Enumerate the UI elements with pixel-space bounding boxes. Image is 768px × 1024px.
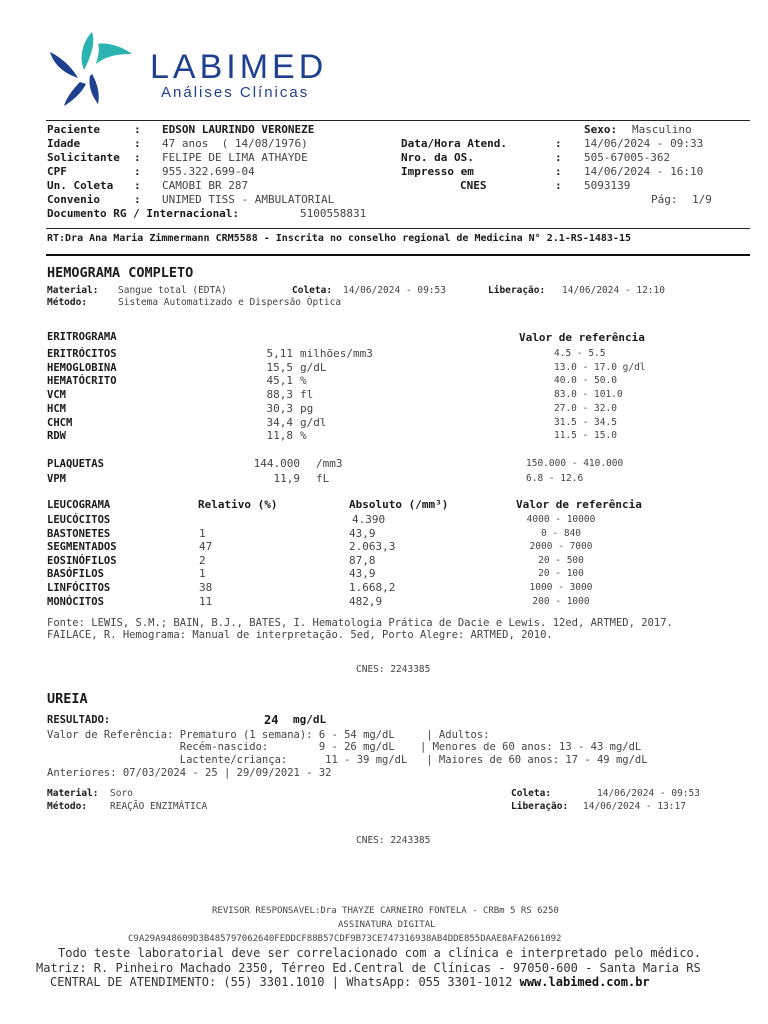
plaq-ref: 150.000 - 410.000 [526,458,624,469]
eritro-name: HCM [47,402,66,415]
eritro-value: 11,8 [266,429,293,443]
eritro-unit: g/dl [300,415,327,429]
leuco-name: BASTONETES [47,527,111,540]
colon: : [134,193,141,206]
leuco-relativo: 47 [199,540,213,554]
colon: : [555,179,562,192]
paciente-label: Paciente [47,123,100,136]
hemo-coleta-label: Coleta: [292,285,333,296]
matriz-line: Matriz: R. Pinheiro Machado 2350, Térreo Ed.Central de Clínicas - 97050-600 - Santa Maria RS [36,961,701,975]
sexo-label: Sexo: [584,123,618,136]
ureia-material-value: Soro [110,788,133,799]
plaq-value: 11,9 [273,471,300,485]
eritro-ref: 11.5 - 15.0 [554,430,617,442]
leuco-ref-header: Valor de referência [516,498,642,511]
ureia-coleta-label: Coleta: [511,788,552,799]
nro-os-value: 505-67005-362 [584,151,671,164]
eritro-unit: % [300,374,307,388]
colon: : [134,179,141,192]
ureia-resultado-value: 24 [264,713,279,727]
ureia-cnes: CNES: 2243385 [356,835,431,846]
hemograma-title: HEMOGRAMA COMPLETO [47,265,194,281]
eritro-value: 30,3 [266,401,293,415]
doc-label: Documento RG / Internacional: [47,207,240,220]
eritro-unit: milhões/mm3 [300,347,373,360]
eritro-value: 34,4 [266,415,293,429]
hemo-material-label: Material: [47,285,99,296]
eritro-value: 45,1 [266,374,293,388]
ureia-material-label: Material: [47,788,99,799]
leuco-ref: 0 - 840 [540,527,582,539]
leuco-name: LINFÓCITOS [47,582,111,594]
cnes-label: CNES [460,179,487,192]
leuco-absoluto: 1.668,2 [349,581,396,594]
leuco-name: SEGMENTADOS [47,541,117,554]
plaq-value: 144.000 [253,457,300,470]
data-hora-label: Data/Hora Atend. [401,137,507,150]
ureia-title: UREIA [47,691,88,707]
leuco-absoluto: 87,8 [349,553,376,567]
nro-os-label: Nro. da OS. [401,151,474,164]
colon: : [134,137,141,150]
leuco-ref: 20 - 100 [538,568,584,580]
colon: : [134,165,141,178]
solicitante-value: FELIPE DE LIMA ATHAYDE [162,151,308,164]
ureia-ref-line-3: Lactente/criança: 11 - 39 mg/dL | Maiores de 60 anos: 17 - 49 mg/dL [47,754,648,766]
header-divider-mid [46,228,750,229]
colon: : [555,151,562,164]
leuco-ref: 20 - 500 [538,554,584,566]
eritro-name: HEMATÓCRITO [47,375,117,388]
cpf-value: 955.322.699-04 [162,165,255,178]
colon: : [134,151,141,164]
leuco-relativo: 1 [199,567,206,581]
hemo-cnes: CNES: 2243385 [356,664,431,675]
brand-subtitle: Análises Clínicas [161,84,310,101]
eritro-value: 15,5 [266,360,293,374]
site-link[interactable]: www.labimed.com.br [519,975,650,989]
aviso-line: Todo teste laboratorial deve ser correlacionado com a clínica e interpretado pelo médico. [58,946,701,960]
leuco-ref: 2000 - 7000 [529,541,593,553]
fonte-line-1: Fonte: LEWIS, S.M.; BAIN, B.J., BATES, I. Hematologia Prática de Dacie e Lewis. 12ed, ARTMED, 2017. [47,617,673,629]
ureia-anteriores: Anteriores: 07/03/2024 - 25 | 29/09/2021 - 32 [47,767,332,779]
eritro-ref: 40.0 - 50.0 [554,375,617,387]
ureia-liberacao-value: 14/06/2024 - 13:17 [583,801,686,812]
eritro-unit: fl [300,388,314,402]
relativo-header: Relativo (%) [198,498,278,511]
ureia-metodo-value: REAÇÃO ENZIMÁTICA [110,801,208,812]
convenio-value: UNIMED TISS - AMBULATORIAL [162,193,335,206]
hemo-material-value: Sangue total (EDTA) [118,285,227,296]
leuco-name: LEUCÓCITOS [47,514,111,526]
colon: : [555,165,562,178]
impresso-value: 14/06/2024 - 16:10 [584,165,704,178]
leuco-name: MONÓCITOS [47,595,104,608]
central-line [50,975,650,989]
leuco-absoluto: 2.063,3 [349,540,396,554]
header-divider-bottom [46,254,750,256]
un-coleta-value: CAMOBI BR 287 [162,179,249,192]
plaq-ref: 6.8 - 12.6 [526,472,584,484]
data-hora-value: 14/06/2024 - 09:33 [584,137,704,150]
eritro-ref: 83.0 - 101.0 [554,389,623,401]
absoluto-header: Absoluto (/mm³) [349,498,449,511]
leuco-relativo: 2 [199,553,206,567]
leucograma-header: LEUCOGRAMA [47,499,111,511]
labimed-logo [44,26,344,106]
doc-value: 5100558831 [300,207,367,220]
plaq-unit: fL [316,471,330,485]
sexo-value: Masculino [632,123,692,136]
leuco-relativo: 1 [199,526,206,540]
leuco-absoluto: 482,9 [349,594,383,608]
idade-label: Idade [47,137,81,150]
hemo-liberacao-value: 14/06/2024 - 12:10 [562,285,665,296]
leuco-name: EOSINÓFILOS [47,554,117,567]
header-divider-top [46,120,750,121]
eritro-value: 88,3 [266,388,293,402]
page-label: Pág: [651,193,678,206]
eritro-name: RDW [47,430,66,443]
eritro-ref: 31.5 - 34.5 [554,416,617,428]
leuco-ref: 1000 - 3000 [529,582,593,593]
assinatura-line: ASSINATURA DIGITAL [338,920,436,930]
hemo-metodo-label: Método: [47,297,88,308]
plaq-name: VPM [47,472,66,485]
ureia-liberacao-label: Liberação: [511,801,569,812]
impresso-label: Impresso em [401,165,474,178]
revisor-line: REVISOR RESPONSAVEL:Dra THAYZE CARNEIRO FONTELA - CRBm 5 RS 6250 [212,906,559,916]
solicitante-label: Solicitante [47,151,120,164]
eritro-name: CHCM [47,416,73,429]
eritro-ref: 27.0 - 32.0 [554,402,617,414]
fonte-line-2: FAILACE, R. Hemograma: Manual de interpretação. 5ed, Porto Alegre: ARTMED, 2010. [47,629,553,641]
leuco-ref: 200 - 1000 [532,595,590,607]
plaq-name: PLAQUETAS [47,458,104,470]
eritro-name: ERITRÓCITOS [47,348,117,360]
ureia-metodo-label: Método: [47,801,88,812]
leuco-relativo: 38 [199,581,213,594]
eritro-unit: pg [300,401,314,415]
central-text: CENTRAL DE ATENDIMENTO: (55) 3301.1010 | WhatsApp: 055 3301-1012 [50,975,520,989]
ureia-ref-line-1: Valor de Referência: Prematuro (1 semana): 6 - 54 mg/dL | Adultos: [47,729,490,741]
eritro-unit: % [300,429,307,443]
ureia-coleta-value: 14/06/2024 - 09:53 [597,788,700,799]
leuco-ref: 4000 - 10000 [526,514,596,525]
leuco-relativo: 11 [199,594,213,608]
hash-line: C9A29A948609D3B485797062640FEDDCF88B57CDF9B73CE747316938AB4DDE855DAAE8AFA2661092 [128,934,562,944]
leuco-absoluto: 4.390 [352,513,386,526]
rt-line: RT:Dra Ana Maria Zimmermann CRM5588 - Inscrita no conselho regional de Medicina N° 2.1-RS-1483-15 [47,233,631,244]
un-coleta-label: Un. Coleta [47,179,114,192]
leuco-name: BASÓFILOS [47,568,104,581]
leuco-absoluto: 43,9 [349,567,376,581]
page-value: 1/9 [692,193,712,206]
eritro-ref: 13.0 - 17.0 g/dl [554,361,646,373]
colon: : [134,123,141,136]
eritro-unit: g/dL [300,360,327,374]
eritrograma-header: ERITROGRAMA [47,331,117,343]
eritro-value: 5,11 [266,347,293,360]
hemo-coleta-value: 14/06/2024 - 09:53 [343,285,446,296]
brand-name: LABIMED [150,48,328,86]
hemo-liberacao-label: Liberação: [488,285,546,296]
cpf-label: CPF [47,165,67,178]
ureia-resultado-label: RESULTADO: [47,714,111,726]
eritro-name: HEMOGLOBINA [47,361,117,374]
plaq-unit: /mm3 [316,457,343,470]
eritro-ref: 4.5 - 5.5 [554,348,606,359]
leuco-absoluto: 43,9 [349,526,376,540]
colon: : [555,137,562,150]
ureia-ref-line-2: Recém-nascido: 9 - 26 mg/dL | Menores de 60 anos: 13 - 43 mg/dL [47,741,642,753]
cnes-value: 5093139 [584,179,631,192]
labimed-logo-mark-icon [44,26,138,106]
hemo-metodo-value: Sistema Automatizado e Dispersão Óptica [118,297,342,308]
paciente-value: EDSON LAURINDO VERONEZE [162,123,315,136]
eritro-ref-header: Valor de referência [519,331,645,344]
eritro-name: VCM [47,389,66,402]
convenio-label: Convenio [47,193,100,206]
ureia-resultado-unit: mg/dL [293,713,327,726]
idade-value: 47 anos ( 14/08/1976) [162,137,308,150]
